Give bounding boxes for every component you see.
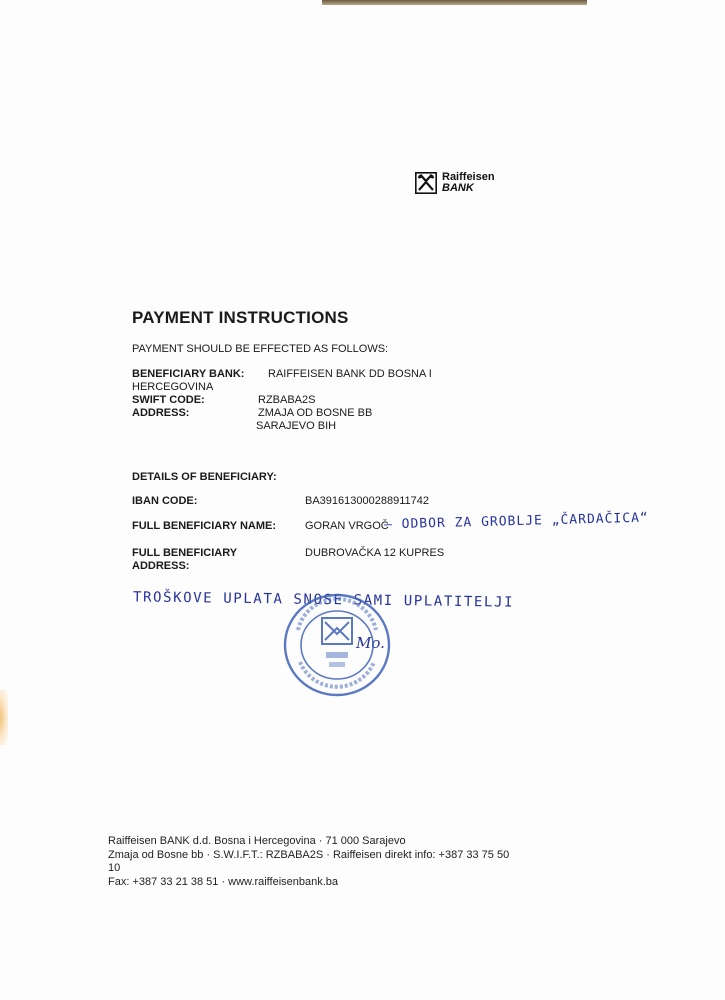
iban-value: BA391613000288911742 [305, 495, 429, 507]
beneficiary-details-heading: DETAILS OF BENEFICIARY: [132, 471, 277, 483]
footer-line-1: Raiffeisen BANK d.d. Bosna i Hercegovina · 71 000 Sarajevo [108, 835, 406, 847]
iban-label: IBAN CODE: [132, 495, 198, 507]
raiffeisen-crossed-horse-heads-icon [415, 172, 437, 194]
bank-seal-icon [282, 590, 392, 700]
scan-edge-top [322, 0, 587, 5]
beneficiary-name-label: FULL BENEFICIARY NAME: [132, 520, 277, 532]
beneficiary-bank-value-cont: HERCEGOVINA [132, 381, 214, 393]
swift-code-label: SWIFT CODE: [132, 394, 205, 406]
page-subtitle: PAYMENT SHOULD BE EFFECTED AS FOLLOWS: [132, 343, 389, 355]
beneficiary-bank-label: BENEFICIARY BANK: [132, 368, 245, 380]
footer-line-2: Zmaja od Bosne bb · S.W.I.F.T.: RZBABA2S · Raiffeisen direkt info: +387 33 75 50 [108, 849, 510, 861]
beneficiary-name-value: GORAN VRGOČ [305, 520, 389, 532]
handwritten-name-note: – ODBOR ZA GROBLJE „ČARDAČICA“ [383, 510, 649, 533]
beneficiary-bank-value: RAIFFEISEN BANK DD BOSNA I [268, 368, 432, 380]
bank-address-city: SARAJEVO BIH [256, 420, 337, 432]
footer-line-3: 10 [108, 862, 121, 874]
scan-stain-left [0, 690, 8, 745]
beneficiary-address-value: DUBROVAČKA 12 KUPRES [305, 547, 445, 559]
raiffeisen-logo [415, 172, 495, 194]
footer-line-4: Fax: +387 33 21 38 51 · www.raiffeisenbank.ba [108, 876, 339, 888]
bank-address-label: ADDRESS: [132, 407, 190, 419]
beneficiary-address-label-cont: ADDRESS: [132, 560, 190, 572]
bank-address-value: ZMAJA OD BOSNE BB [258, 407, 373, 419]
swift-code-value: RZBABA2S [258, 394, 316, 406]
logo-text [442, 172, 495, 194]
page-title: PAYMENT INSTRUCTIONS [132, 308, 349, 327]
logo-line1: Raiffeisen [442, 171, 495, 183]
logo-line2: BANK [442, 182, 474, 194]
beneficiary-address-label: FULL BENEFICIARY [132, 547, 238, 559]
handwritten-initials: Mo. [356, 634, 385, 652]
handwritten-cost-note: TROŠKOVE UPLATA SNOSE SAMI UPLATITELJI [132, 589, 515, 611]
